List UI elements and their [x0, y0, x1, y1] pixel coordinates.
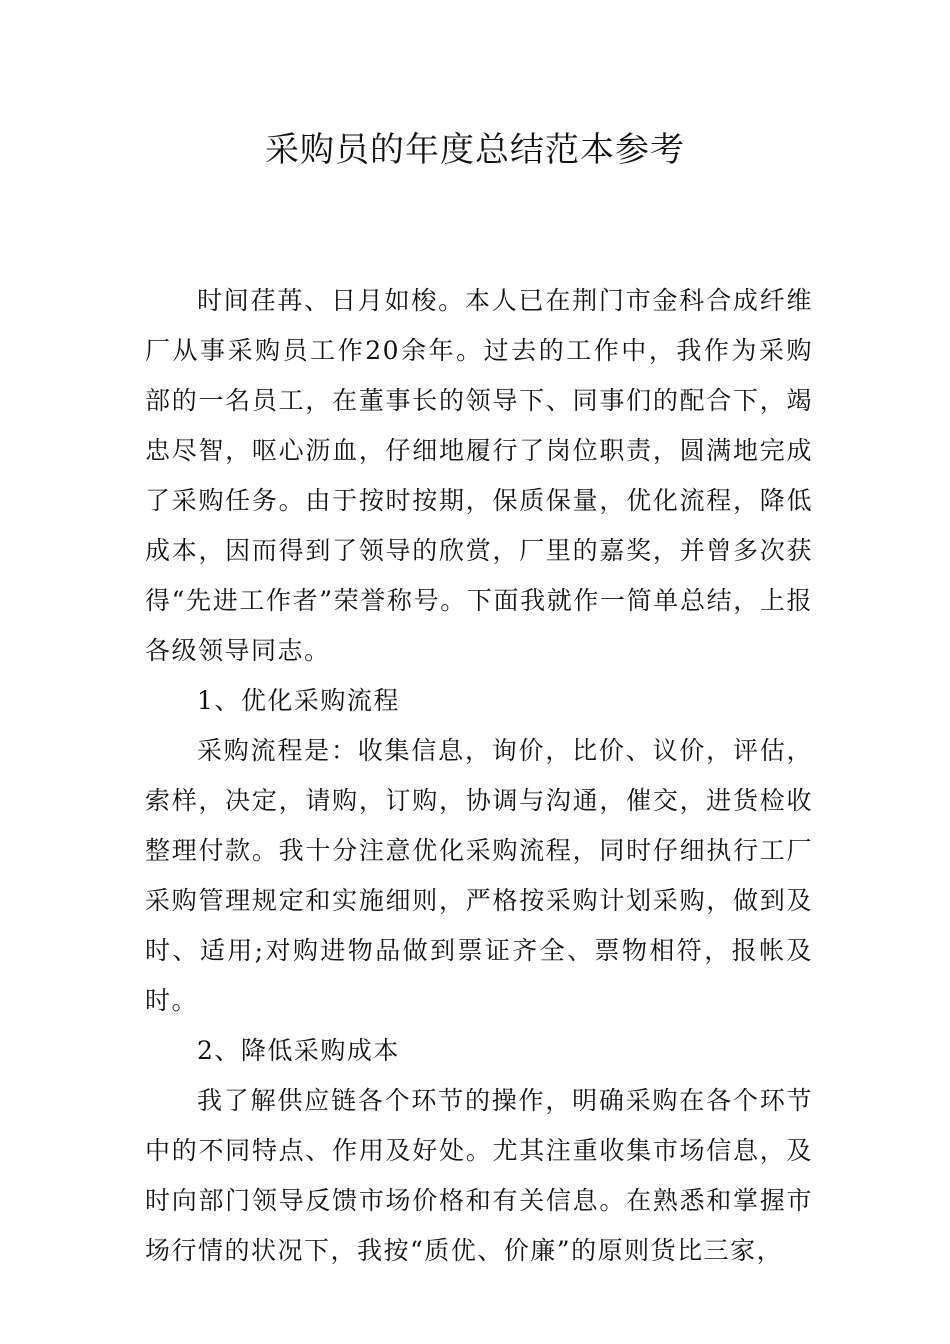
- page-title: 采购员的年度总结范本参考: [265, 130, 685, 170]
- paragraph-intro: 时间荏苒、日月如梭。本人已在荆门市金科合成纤维厂从事采购员工作20余年。过去的工作中，我作为采购部的一名员工，在董事长的领导下、同事们的配合下，竭忠尽智，呕心沥血，仔细地履行了岗位职责，圆满地完成了采购任务。由于按时按期，保质保量，优化流程，降低成本，因而得到了领导的欣赏，厂里的嘉奖，并曾多次获得“先进工作者”荣誉称号。下面我就作一简单总结，上报各级领导同志。: [145, 286, 813, 665]
- section-heading-2: 2、降低采购成本: [197, 1036, 400, 1065]
- paragraph-cost-reduction: 我了解供应链各个环节的操作，明确采购在各个环节中的不同特点、作用及好处。尤其注重收集市场信息，及时向部门领导反馈市场价格和有关信息。在熟悉和掌握市场行情的状况下，我按“质优、价廉”的原则货比三家，: [145, 1086, 813, 1265]
- paragraph-procurement-process: 采购流程是：收集信息，询价，比价、议价，评估，索样，决定，请购，订购，协调与沟通，催交，进货检收整理付款。我十分注意优化采购流程，同时仔细执行工厂采购管理规定和实施细则，严格按采购计划采购，做到及时、适用;对购进物品做到票证齐全、票物相符，报帐及时。: [145, 736, 813, 1015]
- document-body: [145, 276, 813, 1276]
- section-heading-1: 1、优化采购流程: [197, 686, 400, 715]
